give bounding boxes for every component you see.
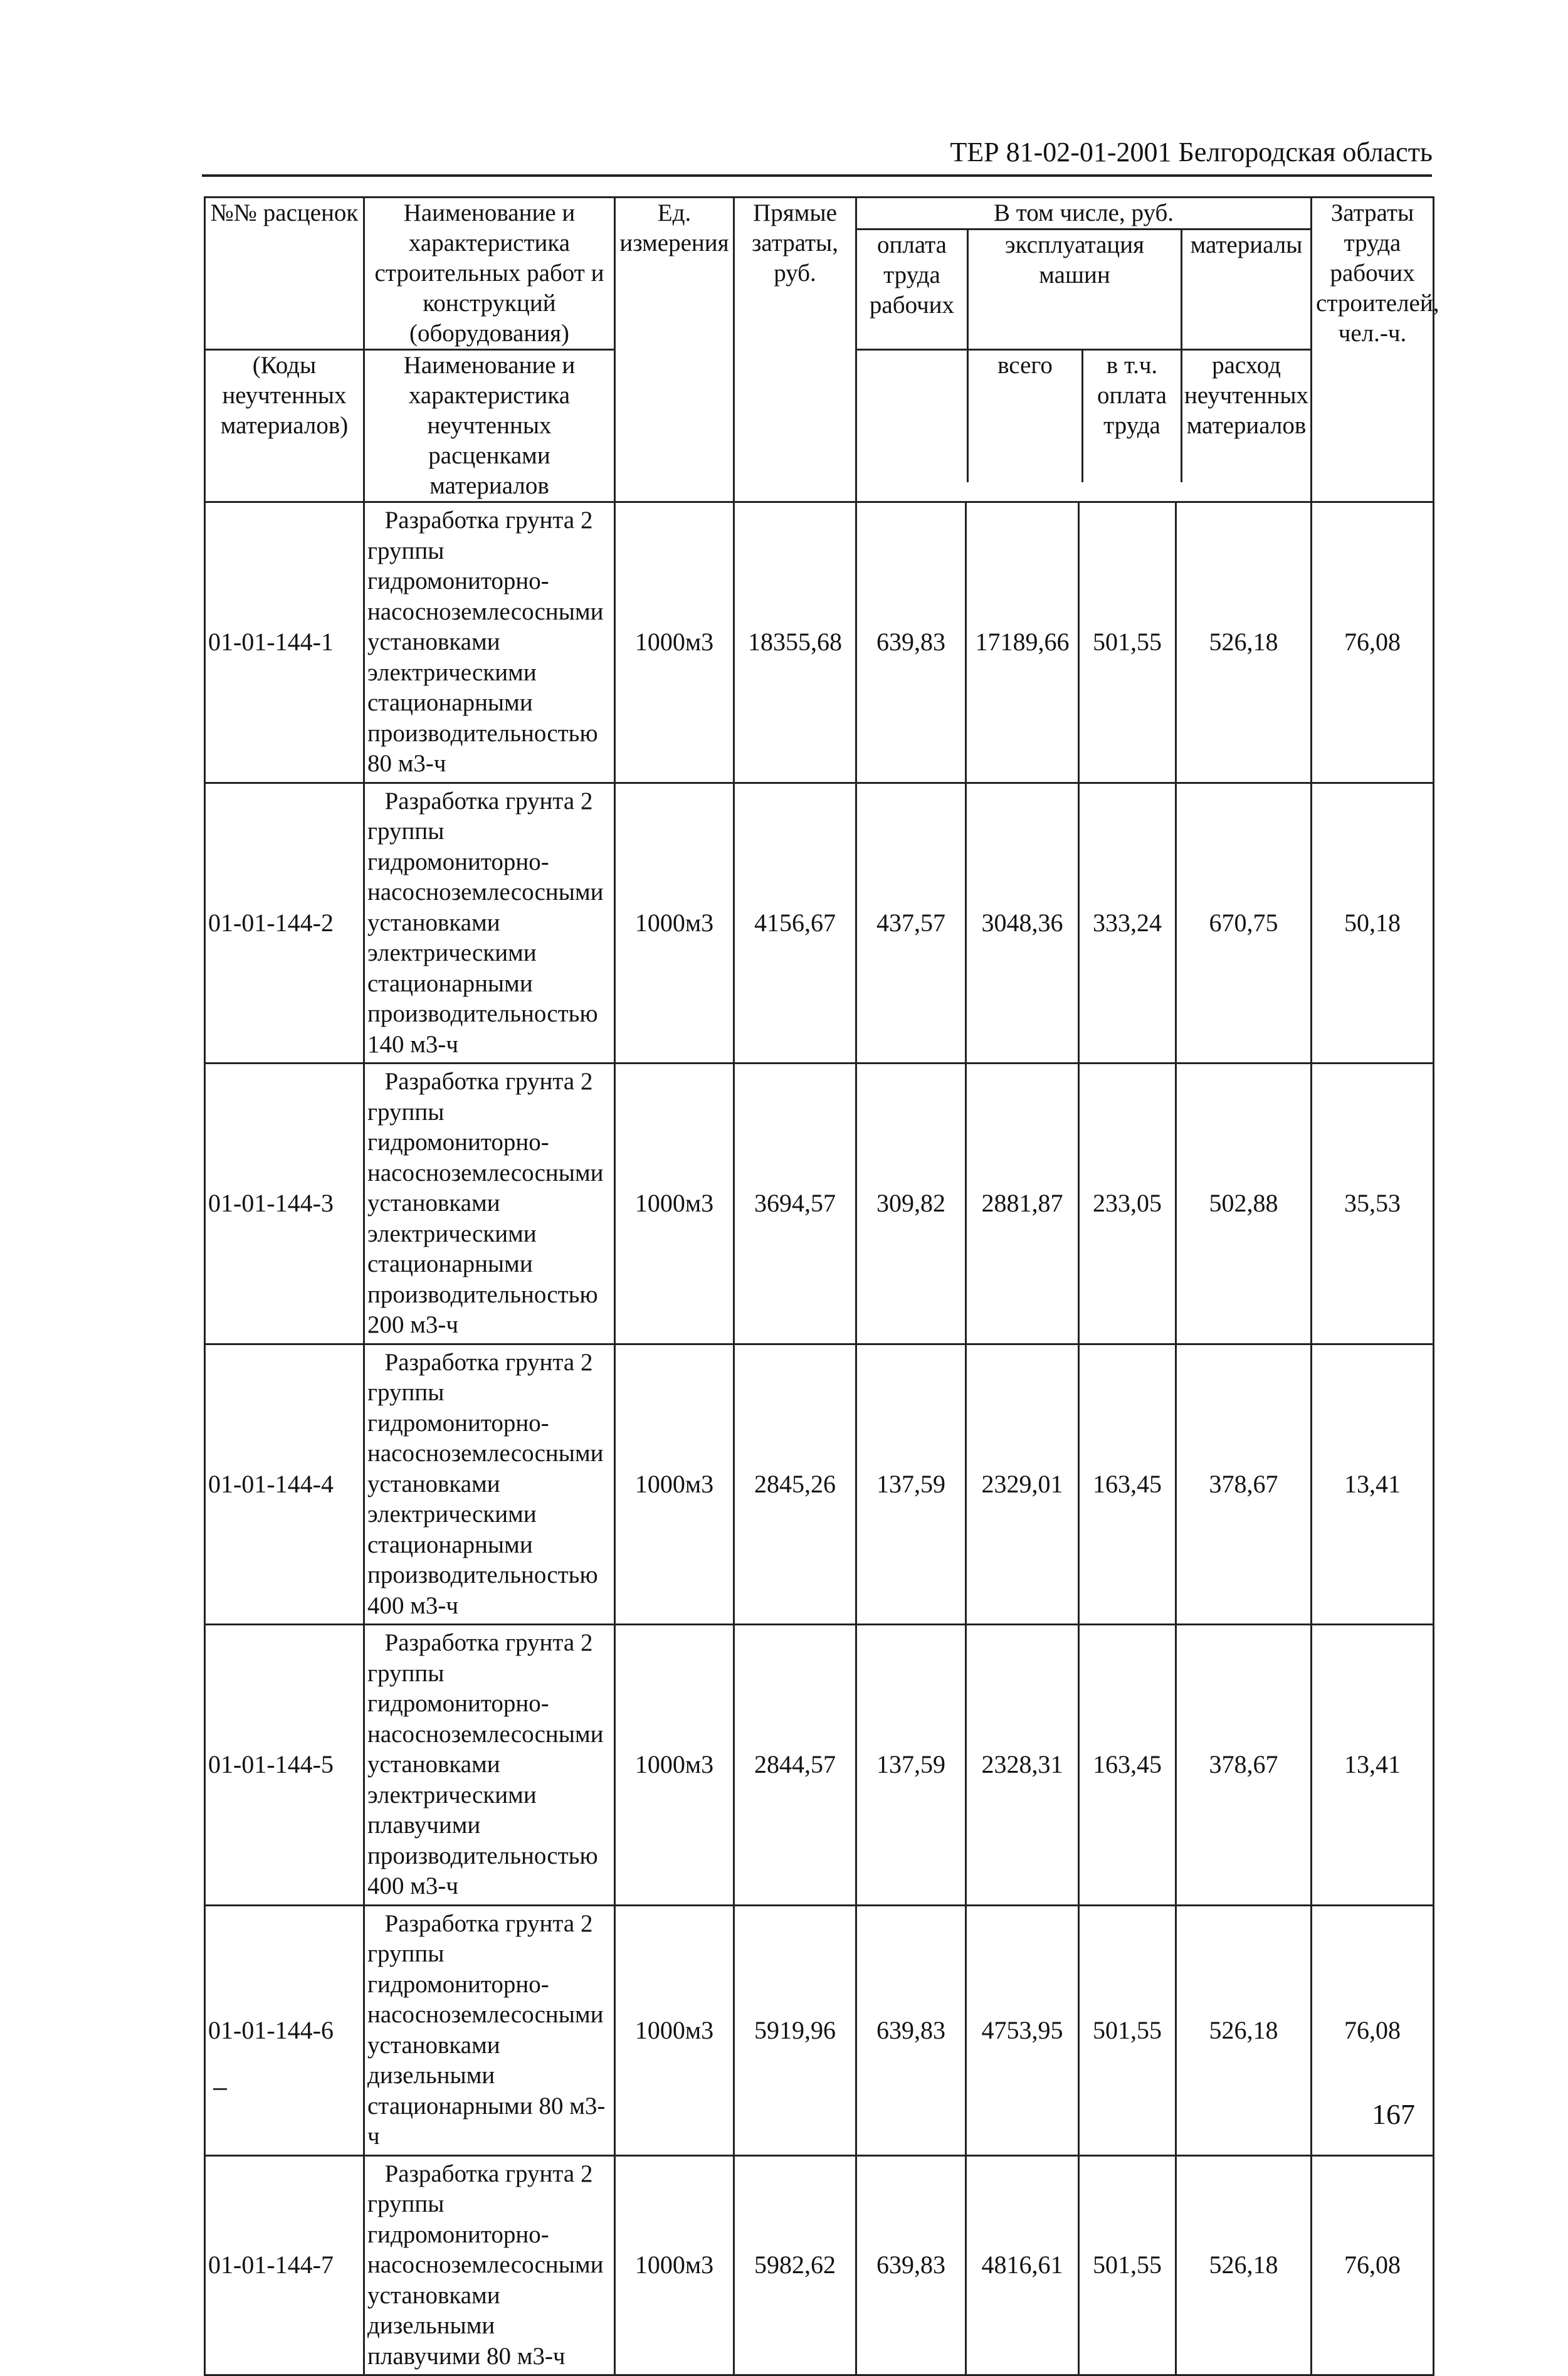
materials-value: 378,67 bbox=[1176, 1344, 1312, 1625]
work-description-first-line: Разработка грунта 2 bbox=[384, 2160, 593, 2187]
work-description-rest: группы гидромониторно-насосноземлесосными установками электрическими стационарными производительностью 200 м3-ч bbox=[367, 1098, 604, 1338]
machines-wages-value: 163,45 bbox=[1079, 1625, 1176, 1906]
work-description bbox=[364, 2155, 615, 2375]
work-description bbox=[364, 1344, 615, 1625]
table-row bbox=[205, 502, 1434, 783]
rate-code: 01-01-144-6 bbox=[205, 1905, 364, 2155]
work-description-rest: группы гидромониторно-насосноземлесосными установками дизельными стационарными 80 м3-ч bbox=[367, 1940, 606, 2150]
unit-value: 1000м3 bbox=[615, 1344, 734, 1625]
rate-code: 01-01-144-3 bbox=[205, 1064, 364, 1344]
margin-mark bbox=[213, 2088, 227, 2090]
machines-total-value: 3048,36 bbox=[966, 783, 1079, 1064]
header-code: №№ расценок bbox=[205, 198, 364, 350]
header-row-1 bbox=[205, 198, 1434, 350]
header-including: В том числе, руб. bbox=[857, 198, 1310, 230]
machines-wages-value: 333,24 bbox=[1079, 783, 1176, 1064]
machines-total-value: 2329,01 bbox=[966, 1344, 1079, 1625]
direct-costs-value: 2845,26 bbox=[734, 1344, 856, 1625]
header-name-unaccounted: Наименование и характеристика неучтенных расценками материалов bbox=[364, 350, 615, 502]
header-name: Наименование и характеристика строительных работ и конструкций (оборудования) bbox=[364, 198, 615, 350]
table-row bbox=[205, 1064, 1434, 1344]
header-including-group bbox=[856, 198, 1312, 350]
direct-costs-value: 18355,68 bbox=[734, 502, 856, 783]
work-description-rest: группы гидромониторно-насосноземлесосными установками дизельными плавучими 80 м3-ч bbox=[367, 2190, 604, 2370]
machines-total-value: 2328,31 bbox=[966, 1625, 1079, 1906]
machines-total-value: 17189,66 bbox=[966, 502, 1079, 783]
work-description bbox=[364, 502, 615, 783]
direct-costs-value: 3694,57 bbox=[734, 1064, 856, 1344]
work-description bbox=[364, 1625, 615, 1906]
price-table bbox=[204, 196, 1439, 2376]
header-subcolumns bbox=[856, 350, 1312, 502]
machines-wages-value: 501,55 bbox=[1079, 502, 1176, 783]
unit-value: 1000м3 bbox=[615, 783, 734, 1064]
materials-value: 378,67 bbox=[1176, 1625, 1312, 1906]
work-description-rest: группы гидромониторно-насосноземлесосными установками электрическими стационарными производительностью 400 м3-ч bbox=[367, 1379, 604, 1619]
header-unit: Ед. измерения bbox=[615, 198, 734, 502]
header-direct-costs: Прямые затраты, руб. bbox=[734, 198, 856, 502]
direct-costs-value: 5919,96 bbox=[734, 1905, 856, 2155]
unit-value: 1000м3 bbox=[615, 1625, 734, 1906]
work-description bbox=[364, 1905, 615, 2155]
machines-total-value: 4753,95 bbox=[966, 1905, 1079, 2155]
table-row bbox=[205, 2155, 1434, 2375]
rate-code: 01-01-144-2 bbox=[205, 783, 364, 1064]
work-description-first-line: Разработка грунта 2 bbox=[384, 507, 593, 534]
rate-code: 01-01-144-5 bbox=[205, 1625, 364, 1906]
header-machines-wages: в т.ч. оплата труда bbox=[1083, 351, 1182, 482]
materials-value: 526,18 bbox=[1176, 2155, 1312, 2375]
work-description bbox=[364, 1064, 615, 1344]
table-row bbox=[205, 1905, 1434, 2155]
materials-value: 526,18 bbox=[1176, 502, 1312, 783]
page-number: 167 bbox=[1372, 2098, 1415, 2130]
wages-value: 137,59 bbox=[856, 1625, 966, 1906]
work-description-first-line: Разработка грунта 2 bbox=[384, 1348, 593, 1376]
labor-value: 50,18 bbox=[1312, 783, 1434, 1064]
header-rule bbox=[202, 174, 1432, 177]
work-description-rest: группы гидромониторно-насосноземлесосными установками электрическими стационарными производительностью 80 м3-ч bbox=[367, 537, 604, 777]
machines-wages-value: 163,45 bbox=[1079, 1344, 1176, 1625]
header-machines: эксплуатация машин bbox=[969, 230, 1182, 349]
header-labor: Затраты труда рабочих строителей, чел.-ч. bbox=[1312, 198, 1434, 502]
wages-value: 437,57 bbox=[856, 783, 966, 1064]
materials-value: 526,18 bbox=[1176, 1905, 1312, 2155]
direct-costs-value: 5982,62 bbox=[734, 2155, 856, 2375]
labor-value: 13,41 bbox=[1312, 1344, 1434, 1625]
work-description-first-line: Разработка грунта 2 bbox=[384, 787, 593, 815]
work-description-first-line: Разработка грунта 2 bbox=[384, 1629, 593, 1656]
table-row bbox=[205, 1625, 1434, 1906]
machines-total-value: 4816,61 bbox=[966, 2155, 1079, 2375]
header-codes-unaccounted: (Коды неучтенных материалов) bbox=[205, 350, 364, 502]
direct-costs-value: 4156,67 bbox=[734, 783, 856, 1064]
unit-value: 1000м3 bbox=[615, 2155, 734, 2375]
work-description bbox=[364, 783, 615, 1064]
rate-code: 01-01-144-1 bbox=[205, 502, 364, 783]
machines-wages-value: 233,05 bbox=[1079, 1064, 1176, 1344]
unit-value: 1000м3 bbox=[615, 1064, 734, 1344]
machines-wages-value: 501,55 bbox=[1079, 1905, 1176, 2155]
table-row bbox=[205, 783, 1434, 1064]
materials-value: 502,88 bbox=[1176, 1064, 1312, 1344]
rate-code: 01-01-144-7 bbox=[205, 2155, 364, 2375]
work-description-first-line: Разработка грунта 2 bbox=[384, 1068, 593, 1095]
header-wages: оплата труда рабочих bbox=[857, 230, 969, 349]
wages-value: 309,82 bbox=[856, 1064, 966, 1344]
work-description-first-line: Разработка грунта 2 bbox=[384, 1909, 593, 1937]
materials-value: 670,75 bbox=[1176, 783, 1312, 1064]
unit-value: 1000м3 bbox=[615, 1905, 734, 2155]
work-description-rest: группы гидромониторно-насосноземлесосными установками электрическими плавучими производительностью 400 м3-ч bbox=[367, 1659, 604, 1899]
wages-value: 639,83 bbox=[856, 2155, 966, 2375]
machines-total-value: 2881,87 bbox=[966, 1064, 1079, 1344]
labor-value: 76,08 bbox=[1312, 502, 1434, 783]
header-machines-total: всего bbox=[969, 351, 1083, 482]
work-description-rest: группы гидромониторно-насосноземлесосными установками электрическими стационарными производительностью 140 м3-ч bbox=[367, 818, 604, 1058]
rate-code: 01-01-144-4 bbox=[205, 1344, 364, 1625]
table-row bbox=[205, 1344, 1434, 1625]
labor-value: 76,08 bbox=[1312, 2155, 1434, 2375]
direct-costs-value: 2844,57 bbox=[734, 1625, 856, 1906]
labor-value: 35,53 bbox=[1312, 1064, 1434, 1344]
wages-value: 639,83 bbox=[856, 502, 966, 783]
unit-value: 1000м3 bbox=[615, 502, 734, 783]
header-materials-unaccounted: расход неучтенных материалов bbox=[1184, 352, 1309, 439]
wages-value: 137,59 bbox=[856, 1344, 966, 1625]
machines-wages-value: 501,55 bbox=[1079, 2155, 1176, 2375]
labor-value: 13,41 bbox=[1312, 1625, 1434, 1906]
wages-value: 639,83 bbox=[856, 1905, 966, 2155]
labor-value: 76,08 bbox=[1312, 1905, 1434, 2155]
header-materials: материалы bbox=[1190, 231, 1303, 258]
document-header: ТЕР 81-02-01-2001 Белгородская область bbox=[950, 137, 1433, 167]
